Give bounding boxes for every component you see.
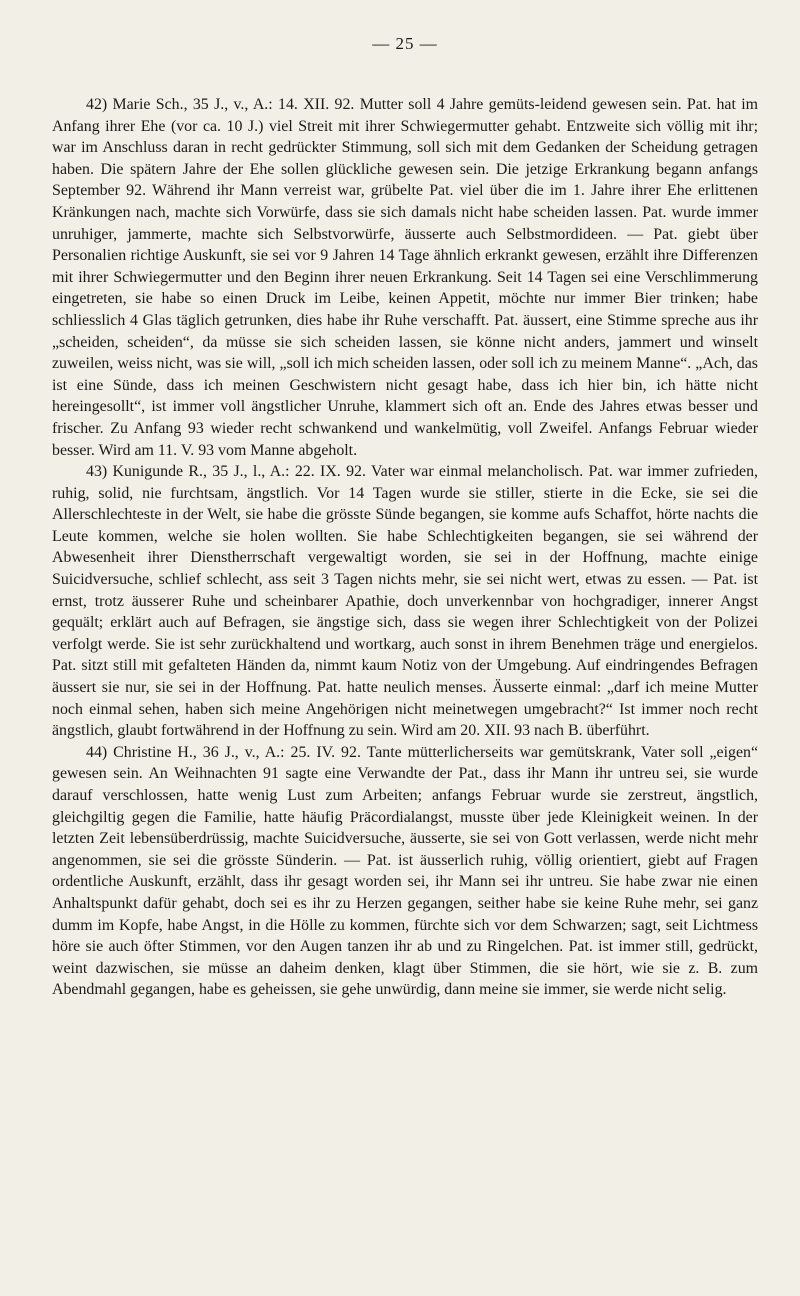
case-report-44	[52, 742, 758, 1001]
page-number: — 25 —	[372, 34, 438, 53]
case-report-43	[52, 461, 758, 742]
case-44-text: 44) Christine H., 36 J., v., A.: 25. IV. 92. Tante mütterlicherseits war gemütskrank, Vater soll „eigen“ gewesen sein. An Weihnachten 91 sagte eine Verwandte der Pat., dass ihr Mann ihr untreu sei, sie wurde darauf verschlossen, hatte wenig Lust zum Arbeiten; anfangs Februar wurde sie zerstreut, ängstlich, gleichgiltig gegen die Familie, hatte häufig Präcordialangst, musste über jede Kleinigkeit weinen. In der letzten Zeit lebensüberdrüssig, machte Suicidversuche, äusserte, sie sei von Gott verlassen, werde nicht mehr angenommen, sie sei die grösste Sünderin. — Pat. ist äusserlich ruhig, völlig orientiert, giebt auf Fragen ordentliche Auskunft, erzählt, dass ihr gesagt worden sei, ihr Mann sei ihr untreu. Sie habe zwar nie einen Anhaltspunkt dafür gehabt, doch sei es ihr zu Herzen gegangen, seither habe sie keine Ruhe mehr, sei ganz dumm im Kopfe, habe Angst, in die Hölle zu kommen, fürchte sich vor dem Schwarzen; sagt, seit Lichtmess höre sie auch öfter Stimmen, vor den Augen tanzen ihr ab und zu Ringelchen. Pat. ist immer still, gedrückt, weint dazwischen, sie müsse an daheim denken, klagt über Stimmen, die sie hört, wie sie z. B. zum Abendmahl gegangen, habe es geheissen, sie gehe unwürdig, dann meine sie immer, sie werde nicht selig.	[52, 743, 758, 999]
case-report-42	[52, 94, 758, 461]
case-43-text: 43) Kunigunde R., 35 J., l., A.: 22. IX. 92. Vater war einmal melancholisch. Pat. war immer zufrieden, ruhig, solid, nie furchtsam, ängstlich. Vor 14 Tagen wurde sie stiller, stierte in die Ecke, sie sei die Allerschlechteste in der Welt, sie habe die grösste Sünde begangen, sie komme aufs Schaffot, hörte nachts die Leute kommen, welche sie holen wollten. Sie habe Schlechtigkeiten begangen, sie sei während der Abwesenheit ihrer Dienstherrschaft vergewaltigt worden, sie sei in der Hoffnung, machte einige Suicidversuche, schlief schlecht, ass seit 3 Tagen nichts mehr, sie sei nicht wert, etwas zu essen. — Pat. ist ernst, trotz äusserer Ruhe und scheinbarer Apathie, doch unverkennbar von hochgradiger, innerer Angst gequält; erklärt auch auf Befragen, sie ängstige sich, dass sie wegen ihrer Schlechtigkeit von der Polizei verfolgt werde. Sie ist sehr zurückhaltend und wortkarg, auch sonst in ihrem Benehmen träge und energielos. Pat. sitzt still mit gefalteten Händen da, nimmt kaum Notiz von der Umgebung. Auf eindringendes Befragen äussert sie nur, sie sei in der Hoffnung. Pat. hatte neulich menses. Äusserte einmal: „darf ich meine Mutter noch einmal sehen, haben sich meine Angehörigen nicht meinetwegen umgebracht?“ Ist immer noch recht ängstlich, glaubt fortwährend in der Hoffnung zu sein. Wird am 20. XII. 93 nach B. überführt.	[52, 463, 758, 740]
case-42-text: 42) Marie Sch., 35 J., v., A.: 14. XII. 92. Mutter soll 4 Jahre gemüts-leidend gewesen sein. Pat. hat im Anfang ihrer Ehe (vor ca. 10 J.) viel Streit mit ihrer Schwiegermutter gehabt. Entzweite sich völlig mit ihr; war im Anschluss daran in recht gedrückter Stimmung, soll sich mit dem Gedanken der Scheidung getragen haben. Die spätern Jahre der Ehe sollen glückliche gewesen sein. Die jetzige Erkrankung begann anfangs September 92. Während ihr Mann verreist war, grübelte Pat. viel über die im 1. Jahre ihrer Ehe erlittenen Kränkungen nach, machte sich Vorwürfe, dass sie sich damals nicht habe scheiden lassen. Pat. wurde immer unruhiger, jammerte, machte sich Selbstvorwürfe, äusserte auch Selbstmordideen. — Pat. giebt über Personalien richtige Auskunft, sie sei vor 9 Jahren 14 Tage ähnlich erkrankt gewesen, erzählt ihre Differenzen mit ihrer Schwiegermutter und den Beginn ihrer neuen Erkrankung. Seit 14 Tagen sei eine Verschlimmerung eingetreten, sie habe so einen Druck im Leibe, keinen Appetit, möchte nur immer Bier trinken; habe schliesslich 4 Glas täglich getrunken, dies habe ihr Ruhe verschafft. Pat. äussert, eine Stimme spreche aus ihr „scheiden, scheiden“, da müsse sie sich scheiden lassen, sie könne nicht anders, jammert und winselt zuweilen, weiss nicht, was sie will, „soll ich mich scheiden lassen, oder soll ich zu meinem Manne“. „Ach, das ist eine Sünde, dass ich meinen Geschwistern nicht gesagt habe, dass ich hier bin, ich hätte nicht hereingesollt“, ist immer voll ängstlicher Unruhe, klammert sich oft an. Ende des Jahres etwas besser und frischer. Zu Anfang 93 wieder recht schwankend und wankelmütig, voll Zweifel. Anfangs Februar wieder besser. Wird am 11. V. 93 vom Manne abgeholt.	[52, 96, 758, 459]
